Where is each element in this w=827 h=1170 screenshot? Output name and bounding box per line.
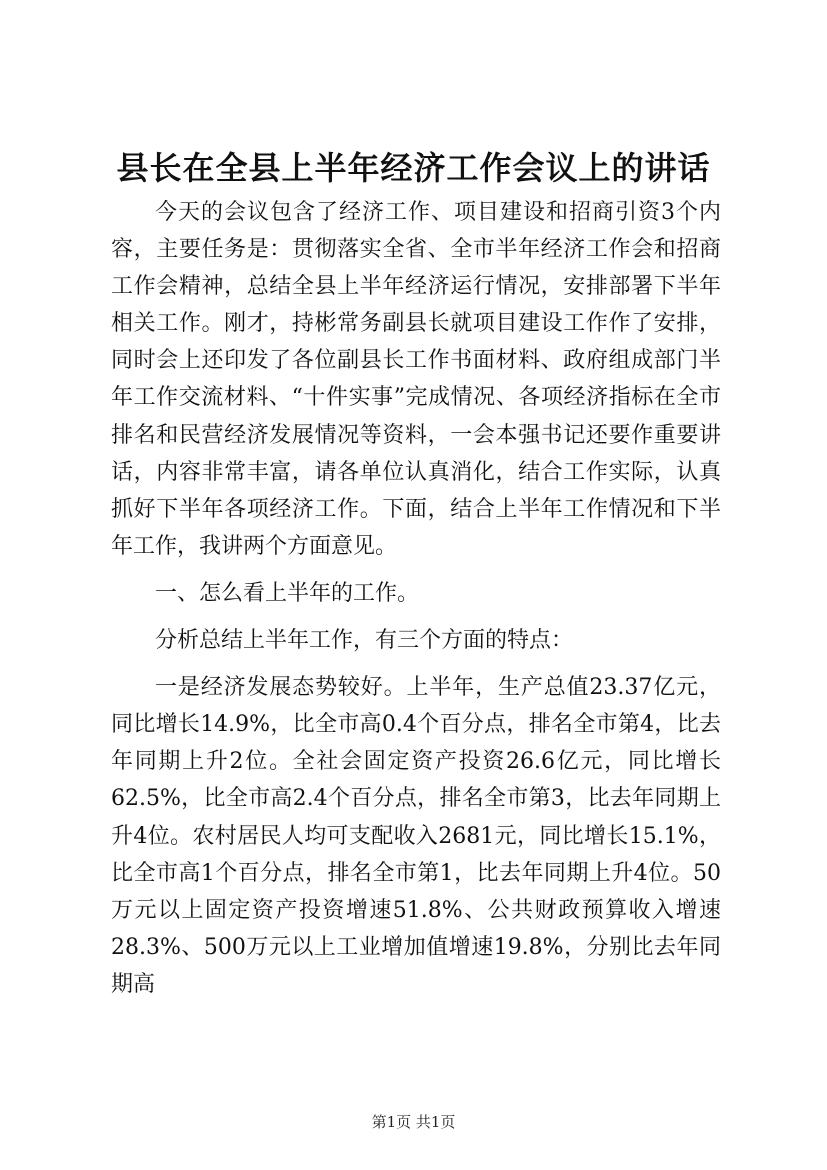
document-body — [111, 194, 721, 1003]
paragraph-analysis: 分析总结上半年工作，有三个方面的特点： — [155, 628, 574, 654]
paragraph-intro: 今天的会议包含了经济工作、项目建设和招商引资3个内容，主要任务是：贯彻落实全省、全市半年经济工作会和招商工作会精神，总结全县上半年经济运行情况，安排部署下半年相关工作。刚才，持彬常务副县长就项目建设工作作了安排，同时会上还印发了各位副县长工作书面材料、政府组成部门半年工作交流材料、“十件实事”完成情况、各项经济指标在全市排名和民营经济发展情况等资料，一会本强书记还要作重要讲话，内容非常丰富，请各单位认真消化，结合工作实际，认真抓好下半年各项经济工作。下面，结合上半年工作情况和下半年工作，我讲两个方面意见。 — [111, 200, 721, 559]
page-title: 县长在全县上半年经济工作会议上的讲话 — [116, 149, 711, 187]
paragraph-section-heading: 一、怎么看上半年的工作。 — [155, 580, 420, 606]
page-footer: 第1页 共1页 — [371, 1113, 456, 1131]
paragraph-economy: 一是经济发展态势较好。上半年，生产总值23.37亿元，同比增长14.9%，比全市高0.4个百分点，排名全市第4，比去年同期上升2位。全社会固定资产投资26.6亿元，同比增长62.5%，比全市高2.4个百分点，排名全市第3，比去年同期上升4位。农村居民人均可支配收入2681元，同比增长15.1%，比全市高1个百分点，排名全市第1，比去年同期上升4位。50万元以上固定资产投资增速51.8%、公共财政预算收入增速28.3%、500万元以上工业增加值增速19.8%，分别比去年同期高 — [111, 675, 721, 997]
